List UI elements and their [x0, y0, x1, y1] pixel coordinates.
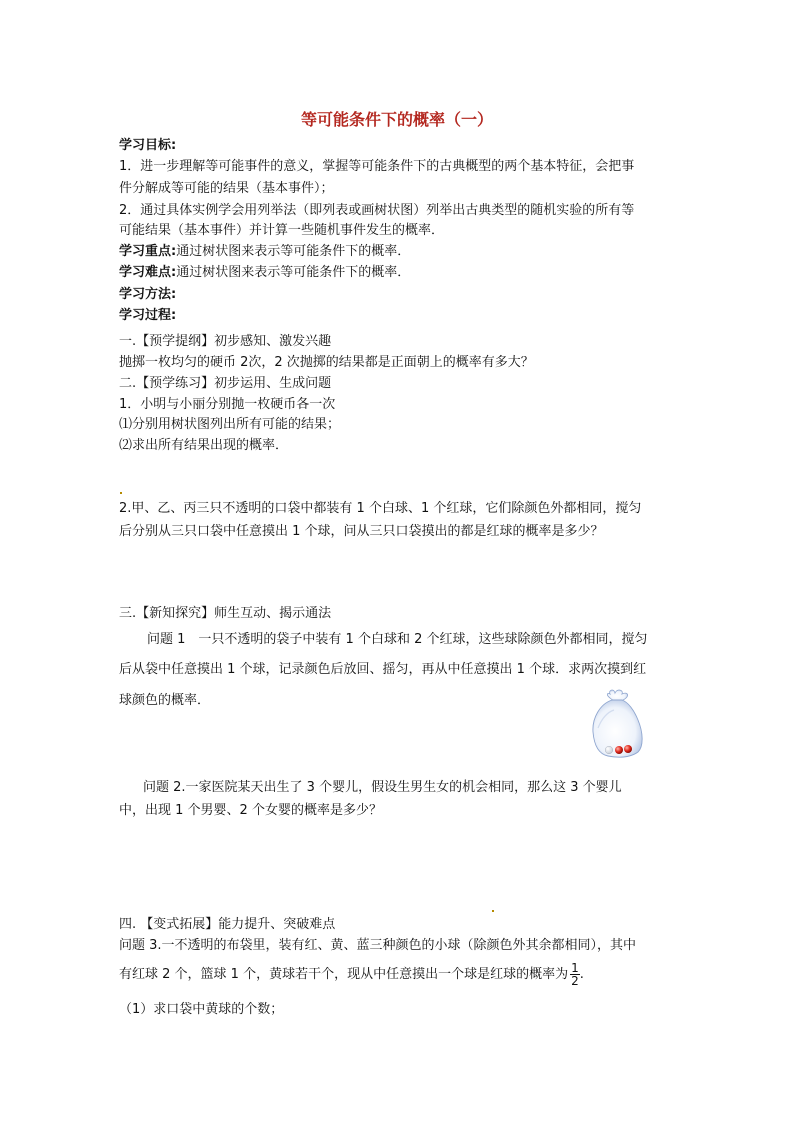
section-2-question-2-line-2: 后分别从三只口袋中任意摸出 1 个球，问从三只口袋摸出的都是红球的概率是多少？	[119, 524, 604, 539]
key-point-row	[119, 243, 410, 261]
key-point-label: 学习重点:	[119, 244, 177, 259]
problem-3-line-1: 问题 3.一不透明的布袋里，装有红、黄、蓝三种颜色的小球（除颜色外其余都相同），其中	[119, 938, 637, 953]
difficulty-label: 学习难点:	[119, 265, 177, 280]
process-label: 学习过程:	[119, 308, 177, 323]
objective-1-line-1: 1．进一步理解等可能事件的意义，掌握等可能条件下的古典概型的两个基本特征，会把事	[119, 159, 635, 174]
fraction-denominator: 2	[571, 974, 579, 988]
problem-3-text: 有红球 2 个，篮球 1 个，黄球若干个，现从中任意摸出一个球是红球的概率为	[119, 967, 569, 982]
key-point-text: 通过树状图来表示等可能条件下的概率．	[176, 244, 411, 259]
stray-mark	[120, 492, 122, 494]
problem-2-line-1: 问题 2.一家医院某天出生了 3 个婴儿，假设生男生女的机会相同，那么这 3 个婴儿	[143, 780, 622, 795]
problem-1-line-3: 球颜色的概率．	[119, 693, 211, 708]
problem-3-line-2	[119, 962, 584, 987]
page-title: 等可能条件下的概率（一）	[300, 110, 493, 129]
objective-1-line-2: 件分解成等可能的结果（基本事件）；	[119, 181, 334, 196]
section-1-heading: 一.【预学提纲】初步感知、激发兴趣	[119, 334, 332, 349]
fraction-numerator: 1	[571, 961, 579, 975]
section-2-heading: 二.【预学练习】初步运用、生成问题	[119, 376, 332, 391]
section-1-question: 抛掷一枚均匀的硬币 2次，2 次抛掷的结果都是正面朝上的概率有多大？	[119, 355, 534, 370]
problem-3-subquestion-1: （1）求口袋中黄球的个数；	[119, 1002, 284, 1017]
difficulty-row	[119, 264, 410, 282]
bag-illustration	[588, 688, 646, 760]
fraction-one-half	[570, 962, 580, 987]
fraction-period: .	[579, 967, 584, 982]
difficulty-text: 通过树状图来表示等可能条件下的概率．	[176, 265, 411, 280]
stray-mark-2	[492, 910, 494, 912]
objectives-label: 学习目标:	[119, 138, 177, 153]
problem-1-line-2: 后从袋中任意摸出 1 个球，记录颜色后放回、摇匀，再从中任意摸出 1 个球．求两次摸到红	[119, 662, 647, 677]
objective-2-line-2: 可能结果（基本事件）并计算一些随机事件发生的概率．	[119, 223, 445, 238]
section-4-heading: 四. 【变式拓展】能力提升、突破难点	[119, 917, 336, 932]
objective-2-line-1: 2．通过具体实例学会用列举法（即列表或画树状图）列举出古典类型的随机实验的所有等	[119, 203, 635, 218]
section-2-question-1-part-1: ⑴分别用树状图列出所有可能的结果；	[119, 417, 341, 432]
problem-1-line-1: 问题 1 一只不透明的袋子中装有 1 个白球和 2 个红球，这些球除颜色外都相同，搅匀	[147, 632, 648, 647]
section-2-question-1: 1．小明与小丽分别抛一枚硬币各一次	[119, 397, 336, 412]
section-3-heading: 三.【新知探究】师生互动、揭示通法	[119, 606, 332, 621]
method-label: 学习方法:	[119, 287, 177, 302]
section-2-question-2-line-1: 2.甲、乙、丙三只不透明的口袋中都装有 1 个白球、1 个红球，它们除颜色外都相同，搅匀	[119, 501, 642, 516]
problem-2-line-2: 中，出现 1 个男婴、2 个女婴的概率是多少？	[119, 803, 382, 818]
section-2-question-1-part-2: ⑵求出所有结果出现的概率．	[119, 438, 289, 453]
